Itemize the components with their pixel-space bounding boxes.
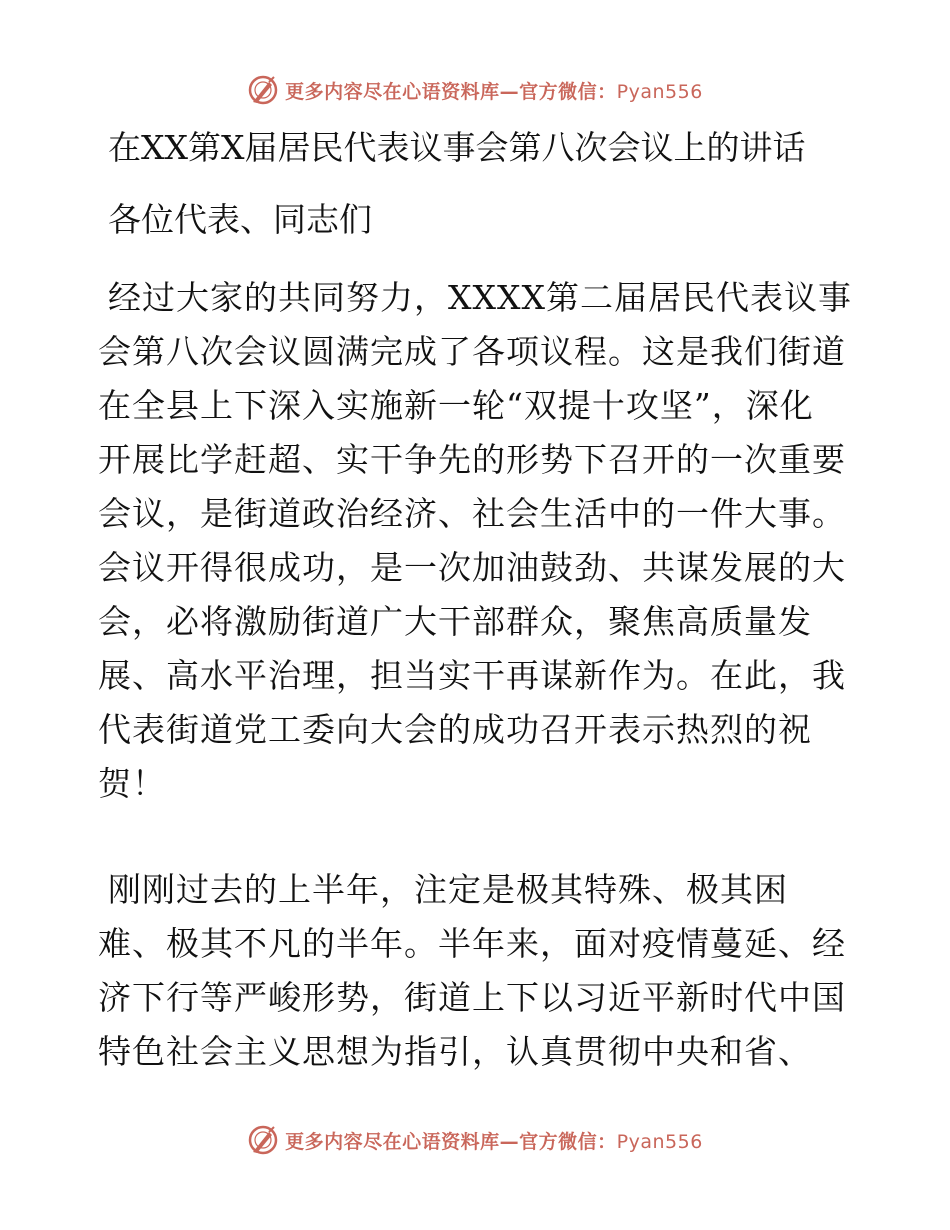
quill-stamp-logo-icon <box>247 1124 279 1156</box>
paragraph-line: 会议开得很成功，是一次加油鼓劲、共谋发展的大 <box>98 548 846 587</box>
paragraph-line: 代表街道党工委向大会的成功召开表示热烈的祝 <box>98 710 812 749</box>
paragraph-line: 会议，是街道政治经济、社会生活中的一件大事。 <box>98 494 846 533</box>
watermark-text-zh: 更多内容尽在心语资料库—官方微信： <box>285 80 617 103</box>
paragraph-line: 贺！ <box>98 764 166 803</box>
watermark-text-zh: 更多内容尽在心语资料库—官方微信： <box>285 1130 617 1153</box>
paragraph-line: 济下行等严峻形势，街道上下以习近平新时代中国 <box>98 978 846 1017</box>
paragraph-line: 在全县上下深入实施新一轮“双提十攻坚”，深化 <box>98 386 814 425</box>
paragraph-1 <box>98 271 858 811</box>
page-title: 在XX第X届居民代表议事会第八次会议上的讲话 <box>108 128 806 167</box>
watermark-wechat-id: Pyan556 <box>616 80 703 103</box>
paragraph-line: 刚刚过去的上半年，注定是极其特殊、极其困 <box>108 870 788 909</box>
footer-watermark <box>0 1120 950 1160</box>
quill-stamp-logo-icon <box>247 74 279 106</box>
paragraph-line: 展、高水平治理，担当实干再谋新作为。在此，我 <box>98 656 846 695</box>
paragraph-line: 经过大家的共同努力，XXXX第二届居民代表议事 <box>108 278 852 317</box>
paragraph-line: 会，必将激励街道广大干部群众，聚焦高质量发 <box>98 602 812 641</box>
paragraph-line: 特色社会主义思想为指引，认真贯彻中央和省、 <box>98 1032 812 1071</box>
watermark-text <box>285 77 703 104</box>
watermark-text <box>285 1127 703 1154</box>
watermark-wechat-id: Pyan556 <box>616 1130 703 1153</box>
paragraph-line: 难、极其不凡的半年。半年来，面对疫情蔓延、经 <box>98 924 846 963</box>
paragraph-line: 会第八次会议圆满完成了各项议程。这是我们街道 <box>98 332 846 371</box>
header-watermark <box>0 70 950 110</box>
paragraph-2 <box>98 863 858 1079</box>
paragraph-line: 开展比学赶超、实干争先的形势下召开的一次重要 <box>98 440 846 479</box>
salutation: 各位代表、同志们 <box>108 200 372 239</box>
